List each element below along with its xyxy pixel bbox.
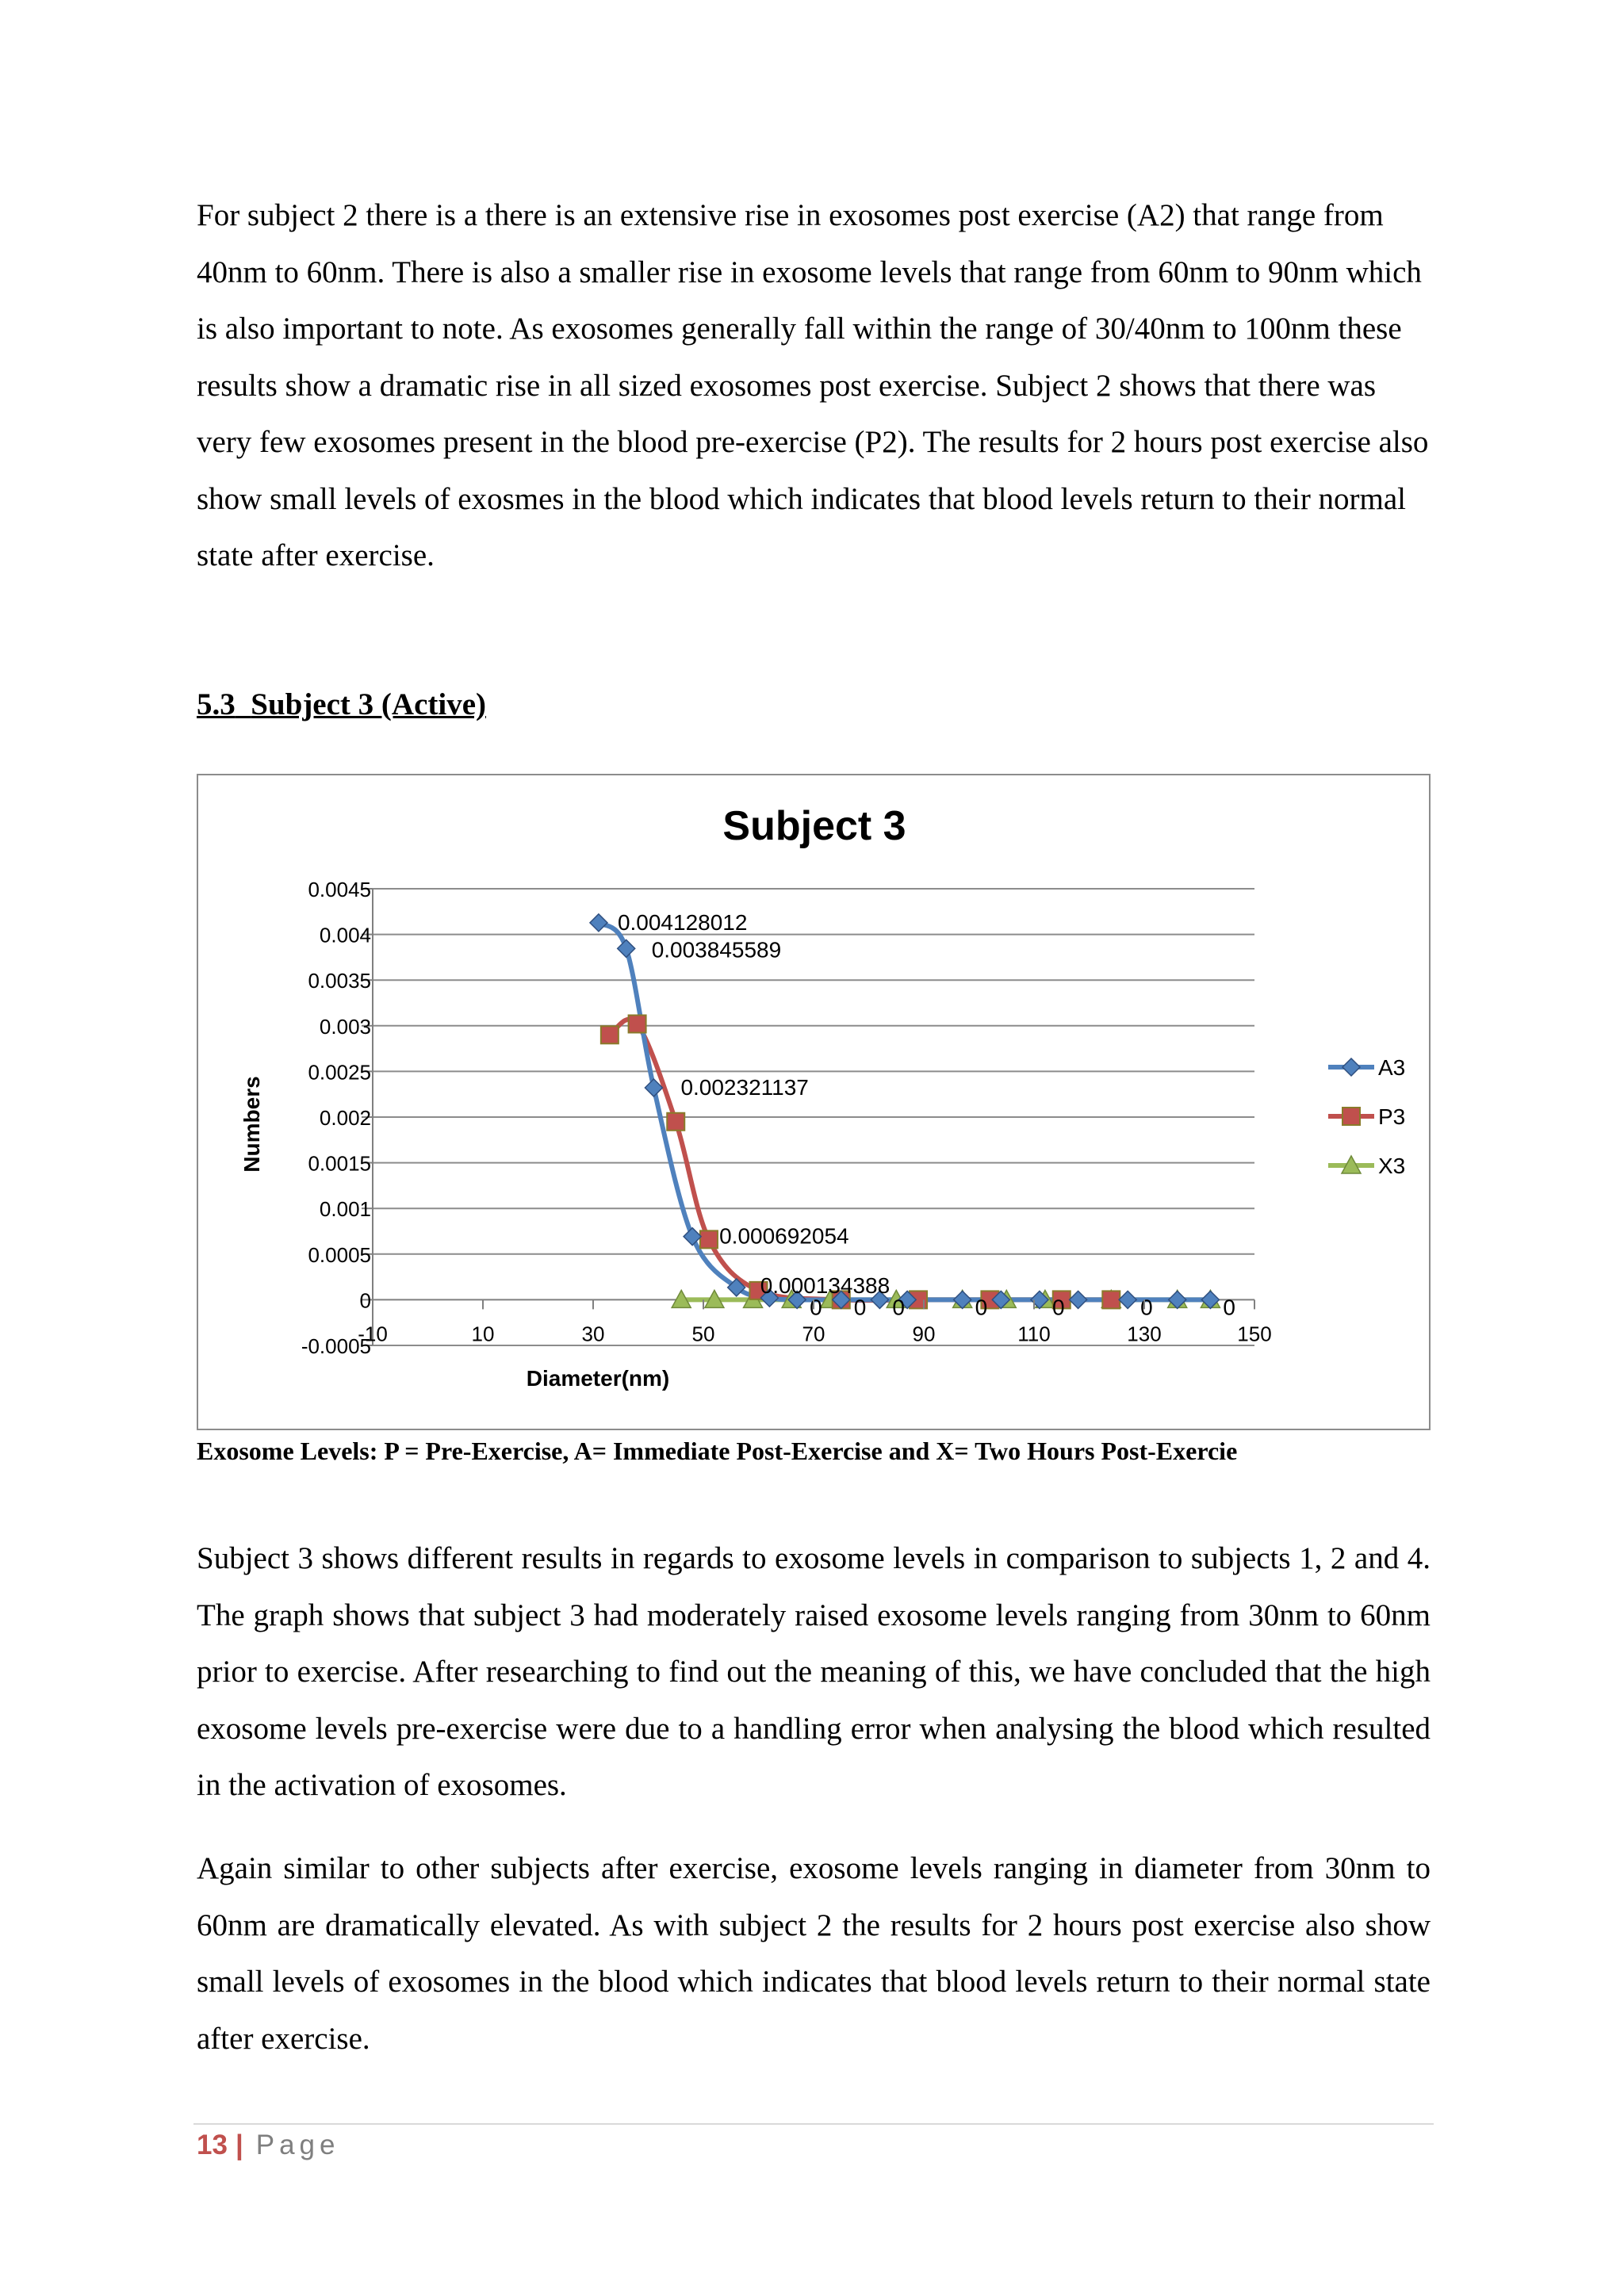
legend-marker-p3 (1342, 1108, 1360, 1125)
y-tick-label: 0.004 (319, 923, 371, 947)
data-label-a3: 0.000134388 (760, 1272, 891, 1298)
data-label-a3: 0 (892, 1295, 905, 1320)
y-tick-label: 0.003 (319, 1014, 371, 1039)
point-a3 (684, 1228, 701, 1246)
y-tick-label: 0.002 (319, 1106, 371, 1130)
data-label-a3: 0.003845589 (651, 937, 782, 962)
footer-divider (193, 2123, 1434, 2125)
x-axis-label: Diameter(nm) (526, 1366, 670, 1391)
point-p3 (601, 1026, 619, 1043)
paragraph-subject-2: For subject 2 there is a there is an extensive rise in exosomes post exercise (A2) that range from 40nm to 60nm. There is also a smaller rise in exosome levels that range from 60nm to 90nm which is also important to note. As exosomes generally fall within the range of 30/40nm to 100nm these results show a dramatic rise in all sized exosomes post exercise. Subject 2 shows that there was very few exosomes present in the blood pre-exercise (P2). The results for 2 hours post exercise also show small levels of exosmes in the blood which indicates that blood levels return to their normal state after exercise. (197, 198, 1429, 572)
figure-caption: Exosome Levels: P = Pre-Exercise, A= Immediate Post-Exercise and X= Two Hours Post-Exercie (197, 1437, 1238, 1465)
section-heading (197, 687, 486, 722)
chart-subject-3 (197, 774, 1431, 1430)
legend (1328, 1055, 1405, 1178)
page-label: Page (255, 2130, 340, 2160)
page-number: 13 (197, 2130, 228, 2160)
section-number: 5.3 (197, 687, 236, 721)
y-tick-label: -0.0005 (301, 1334, 371, 1358)
chart-svg (198, 775, 1432, 1432)
x-tick-label: 90 (912, 1322, 936, 1346)
point-p3 (1102, 1291, 1120, 1308)
data-label-a3: 0.000692054 (719, 1223, 849, 1249)
legend-label-x3: X3 (1378, 1154, 1406, 1178)
data-label-a3: 0.004128012 (617, 909, 748, 935)
data-label-a3: 0 (853, 1295, 867, 1320)
y-tick-label: 0.001 (319, 1197, 371, 1222)
section-title: Subject 3 (Active) (251, 687, 486, 721)
point-p3 (700, 1230, 718, 1248)
point-a3 (1119, 1291, 1136, 1308)
data-label-a3: 0 (810, 1295, 822, 1320)
series-markers (590, 914, 1220, 1309)
x-tick-label: -10 (358, 1322, 388, 1346)
point-p3 (629, 1015, 646, 1032)
x-tick-label: 70 (802, 1322, 825, 1346)
data-label-a3: 0 (1140, 1295, 1153, 1320)
data-label-a3: 0.002321137 (680, 1075, 809, 1100)
x-tick-label: 10 (471, 1322, 495, 1346)
paragraph-subject-3-discussion: Subject 3 shows different results in regards to exosome levels in comparison to subjects 1, 2 and 4. The graph shows that subject 3 had moderately raised exosome levels ranging from 30nm to 60nm prior to exercise. After researching to find out the meaning of this, we have concluded that the high exosome levels pre-exercise were due to a handling error when analysing the blood which resulted in the activation of exosomes. (197, 1541, 1431, 1802)
y-tick-label: 0.0005 (308, 1242, 371, 1267)
x-tick-label: 50 (691, 1322, 715, 1346)
data-label-a3: 0 (1223, 1295, 1235, 1320)
page-footer (197, 2130, 339, 2161)
data-labels (618, 910, 1235, 1320)
point-p3 (667, 1113, 684, 1131)
y-tick-label: 0.0015 (308, 1151, 371, 1176)
legend-label-a3: A3 (1378, 1055, 1406, 1080)
y-tick-label: 0.0025 (308, 1060, 371, 1085)
x-tick-label: 150 (1237, 1322, 1272, 1346)
chart-title: Subject 3 (722, 803, 906, 849)
footer-separator: | (235, 2130, 248, 2160)
point-a3 (618, 939, 635, 957)
data-label-a3: 0 (975, 1295, 988, 1320)
y-tick-label: 0.0035 (308, 969, 371, 993)
data-label-a3: 0 (1051, 1295, 1065, 1320)
y-tick-label: 0 (359, 1288, 371, 1313)
legend-label-p3: P3 (1378, 1104, 1406, 1129)
paragraph-subject-3-post-exercise: Again similar to other subjects after exercise, exosome levels ranging in diameter from 30nm to 60nm are dramatically elevated. As with subject 2 the results for 2 hours post exercise also show small levels of exosomes in the blood which indicates that blood levels return to their normal state after exercise. (197, 1851, 1431, 2056)
point-a3 (1070, 1291, 1087, 1308)
y-tick-label: 0.0045 (308, 878, 371, 901)
series-line-p3 (610, 1020, 1111, 1301)
x-tick-label: 130 (1127, 1322, 1162, 1346)
legend-marker-a3 (1342, 1058, 1360, 1076)
y-axis-label: Numbers (239, 1076, 264, 1173)
point-a3 (590, 914, 607, 932)
x-tick-label: 30 (581, 1322, 605, 1346)
x-tick-label: 110 (1017, 1322, 1051, 1346)
